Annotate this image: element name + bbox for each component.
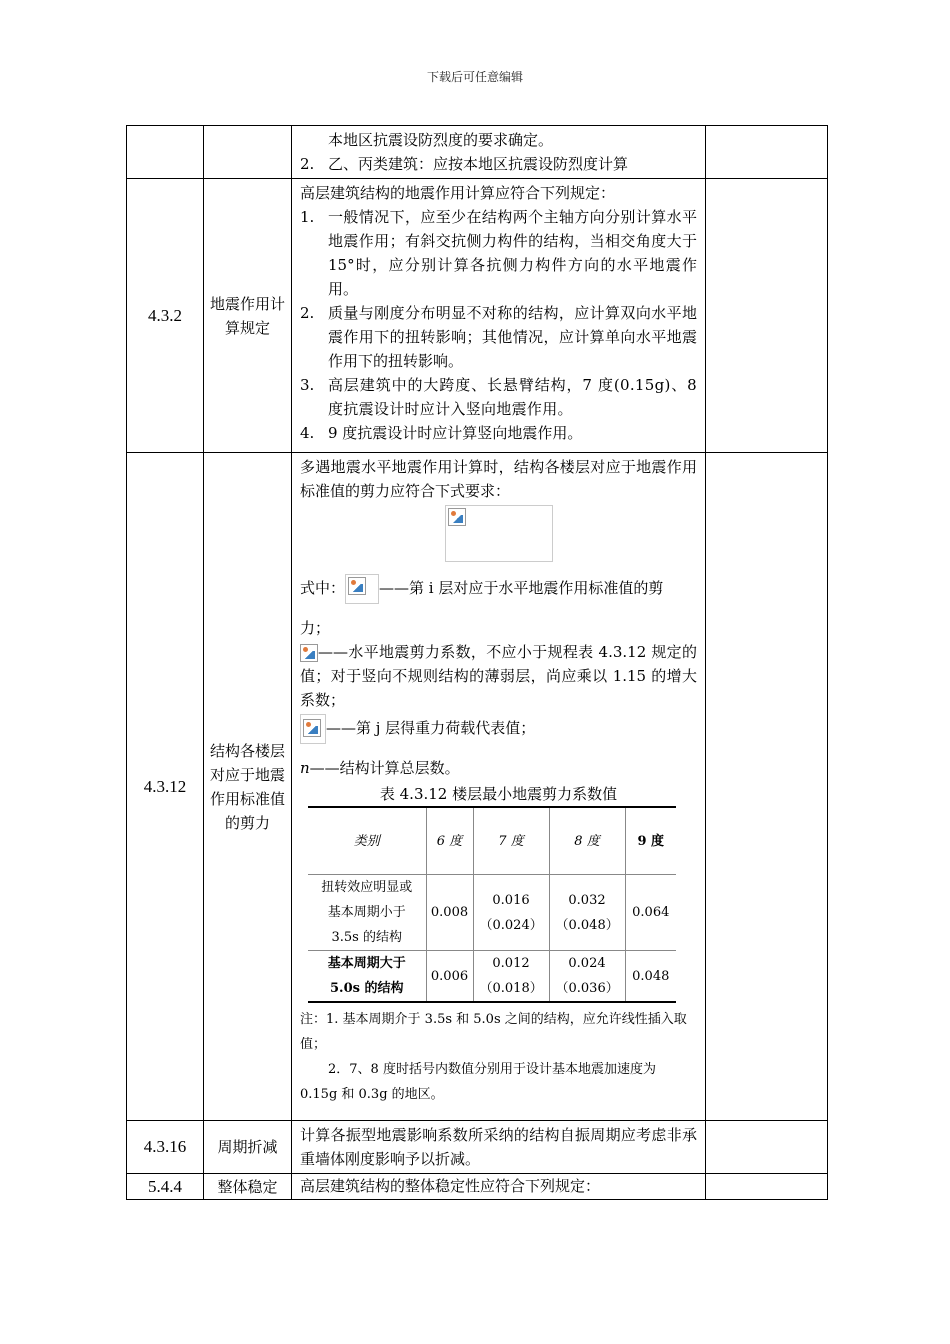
remarks-cell bbox=[706, 1121, 828, 1174]
clause-name: 地震作用计算规定 bbox=[204, 179, 292, 453]
symbol-image bbox=[345, 574, 379, 604]
where-line: 式中： ——第 i 层对应于水平地震作用标准值的剪 bbox=[300, 574, 697, 604]
remarks-cell bbox=[706, 1174, 828, 1200]
table-cell: 0.064 bbox=[625, 875, 676, 951]
table-title: 表 4.3.12 楼层最小地震剪力系数值 bbox=[379, 785, 618, 803]
table-cell: 0.012（0.018） bbox=[473, 951, 549, 1003]
where-line: n——结构计算总层数。 bbox=[300, 759, 460, 777]
list-item: 2. 乙、丙类建筑：应按本地区抗震设防烈度计算 bbox=[300, 155, 629, 173]
table-cell: 0.048 bbox=[625, 951, 676, 1003]
table-row bbox=[127, 126, 828, 179]
table-cell: 0.006 bbox=[426, 951, 473, 1003]
row-label: 基本周期大于 5.0s 的结构 bbox=[308, 951, 426, 1003]
spec-table bbox=[126, 125, 828, 1200]
table-cell: 0.024（0.036） bbox=[549, 951, 625, 1003]
clause-number: 4.3.16 bbox=[127, 1121, 204, 1174]
column-header: 8 度 bbox=[549, 807, 625, 875]
table-row bbox=[127, 453, 828, 1121]
list-item: 2. 质量与刚度分布明显不对称的结构，应计算双向水平地震作用下的扭转影响；其他情况，应计算单向水平地震作用下的扭转影响。 bbox=[300, 304, 697, 370]
where-line-cont: 力； bbox=[300, 619, 331, 637]
table-row bbox=[308, 875, 676, 951]
table-row bbox=[127, 179, 828, 453]
remarks-cell bbox=[706, 453, 828, 1121]
broken-image-icon bbox=[448, 508, 466, 526]
table-row bbox=[308, 951, 676, 1003]
remarks-cell bbox=[706, 126, 828, 179]
clause-name bbox=[204, 126, 292, 179]
formula-image bbox=[445, 505, 553, 562]
table-header-row bbox=[308, 807, 676, 875]
continued-line: 本地区抗震设防烈度的要求确定。 bbox=[328, 131, 554, 149]
table-notes bbox=[300, 1007, 697, 1107]
list-item: 4. 9 度抗震设计时应计算竖向地震作用。 bbox=[300, 424, 583, 442]
clause-name: 周期折减 bbox=[204, 1121, 292, 1174]
clause-intro: 多遇地震水平地震作用计算时，结构各楼层对应于地震作用标准值的剪力应符合下式要求： bbox=[300, 458, 697, 500]
symbol-image bbox=[300, 714, 326, 744]
clause-intro: 高层建筑结构的地震作用计算应符合下列规定： bbox=[300, 184, 616, 202]
clause-name: 结构各楼层对应于地震作用标准值的剪力 bbox=[204, 453, 292, 1121]
clause-number: 4.3.12 bbox=[127, 453, 204, 1121]
clause-number: 4.3.2 bbox=[127, 179, 204, 453]
table-row bbox=[127, 1121, 828, 1174]
column-header: 6 度 bbox=[426, 807, 473, 875]
broken-image-icon bbox=[300, 644, 318, 662]
table-cell: 0.032（0.048） bbox=[549, 875, 625, 951]
page-header: 下载后可任意编辑 bbox=[426, 70, 523, 84]
note-line: 0.15g 和 0.3g 的地区。 bbox=[300, 1087, 444, 1102]
clause-number bbox=[127, 126, 204, 179]
clause-content bbox=[292, 453, 706, 1121]
clause-name: 整体稳定 bbox=[204, 1174, 292, 1200]
row-label: 扭转效应明显或基本周期小于 3.5s 的结构 bbox=[308, 875, 426, 951]
clause-content: 高层建筑结构的整体稳定性应符合下列规定： bbox=[292, 1174, 706, 1200]
coefficient-table bbox=[308, 806, 676, 1003]
column-header: 9 度 bbox=[625, 807, 676, 875]
note-line: 注：1. 基本周期介于 3.5s 和 5.0s 之间的结构，应允许线性插入取值； bbox=[300, 1012, 687, 1052]
clause-content bbox=[292, 126, 706, 179]
clause-content bbox=[292, 179, 706, 453]
where-line: ——水平地震剪力系数，不应小于规程表 4.3.12 规定的值；对于竖向不规则结构的薄弱层，尚应乘以 1.15 的增大系数； bbox=[300, 643, 697, 709]
column-header: 类别 bbox=[308, 807, 426, 875]
clause-number: 5.4.4 bbox=[127, 1174, 204, 1200]
list-item: 3. 高层建筑中的大跨度、长悬臂结构，7 度(0.15g)、8 度抗震设计时应计入竖向地震作用。 bbox=[300, 376, 697, 418]
column-header: 7 度 bbox=[473, 807, 549, 875]
table-cell: 0.008 bbox=[426, 875, 473, 951]
clause-content: 计算各振型地震影响系数所采纳的结构自振周期应考虑非承重墙体刚度影响予以折减。 bbox=[292, 1121, 706, 1174]
where-line: ——第 j 层得重力荷载代表值； bbox=[300, 714, 697, 744]
table-row bbox=[127, 1174, 828, 1200]
broken-image-icon bbox=[348, 577, 366, 595]
note-line: 2．7、8 度时括号内数值分别用于设计基本地震加速度为 bbox=[328, 1062, 656, 1077]
list-item: 1. 一般情况下，应至少在结构两个主轴方向分别计算水平地震作用；有斜交抗侧力构件的结构，当相交角度大于 15°时，应分别计算各抗侧力构件方向的水平地震作用。 bbox=[300, 208, 697, 298]
remarks-cell bbox=[706, 179, 828, 453]
broken-image-icon bbox=[303, 719, 321, 737]
table-cell: 0.016（0.024） bbox=[473, 875, 549, 951]
